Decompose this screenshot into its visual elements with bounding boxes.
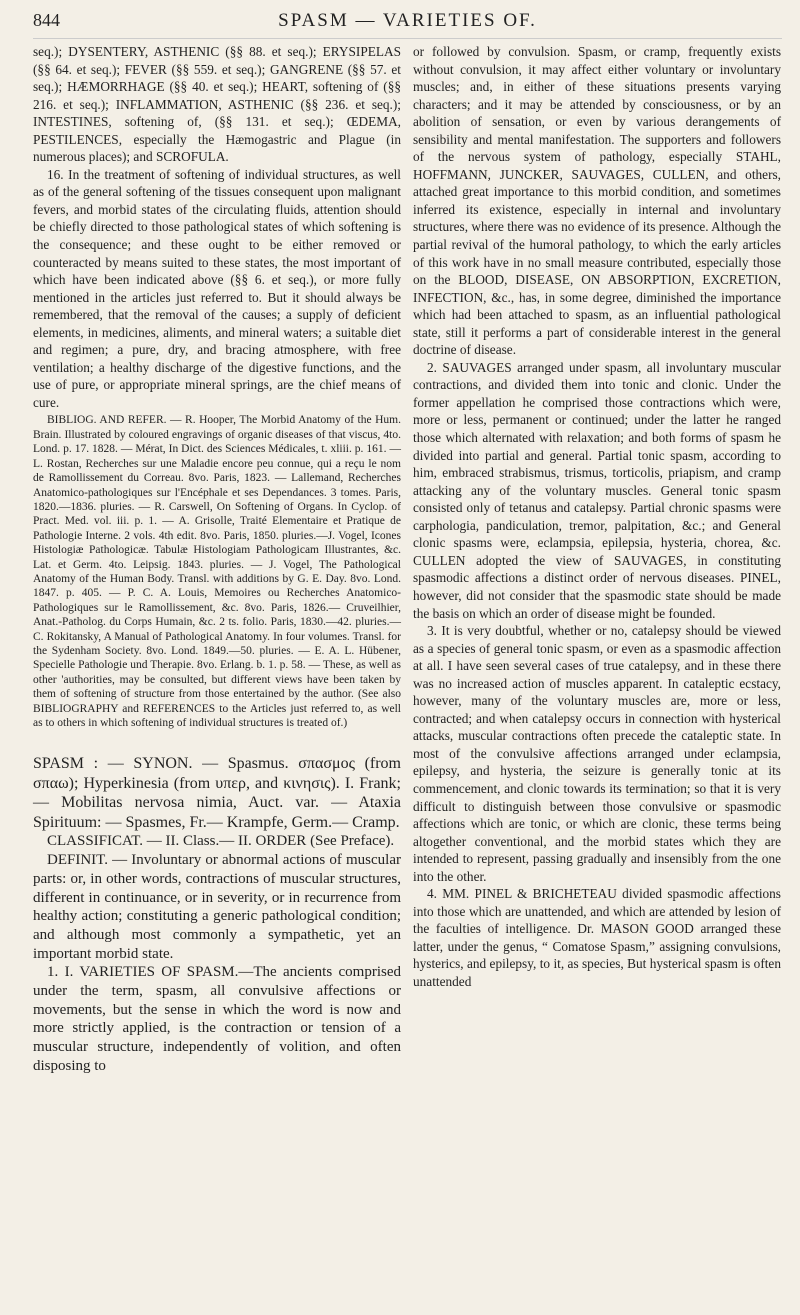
entry-heading-spasm: SPASM : — SYNON. — Spasmus. σπασμος (from σπαω); Hyperkinesia (from υπερ, and κινησις). I. Frank; — Mobilitas nervosa nimia, Auct. var. — Ataxia Spirituum: — Spasmes, Fr.— Krampfe, Germ.— Cramp. [33,755,401,831]
bibliography: BIBLIOG. AND REFER. — R. Hooper, The Morbid Anatomy of the Hum. Brain. Illustrated by coloured engravings of organic diseases of that viscus, 4to. Lond. p. 17. 1828. — Mérat, In Dict. des Sciences Médicales, t. xliii. p. 161. — L. Rostan, Recherches sur une Maladie encore peu connue, qui a reçu le nom de Ramollissement du Correau. 8vo. Paris, 1823. — Lallemand, Recherches Anatomico-pathologiques sur l'Encéphale et ses Dependances. 3 tomes. Paris, 1820.—1836. pluries. — R. Carswell, On Softening of Organs. In Cyclop. of Pract. Med. vol. iii. p. 1. — A. Grisolle, Traité Elementaire et Pratique de Pathologie Interne. 2 vols. 4th edit. 8vo. Paris, 1850. pluries.—J. Vogel, Icones Histologiæ Pathologicæ. Tabulæ Histologiam Pathologicam Illustrantes, &c. Lat. et Germ. 4to. Leipsig. 1843. pluries. — J. Vogel, The Pathological Anatomy of the Human Body. Transl. with additions by G. E. Day. 8vo. Lond. 1847. p. 405. — P. C. A. Louis, Memoires ou Recherches Anatomico-Pathologiques sur le Ramollissement, &c. 8vo. Paris, 1826.— Cruveilhier, Anat.-Patholog. du Corps Humain, &c. 2 ts. folio. Paris, 1830.—42. pluries.—C. Rokitansky, A Manual of Pathological Anatomy. In four volumes. Transl. for the Sydenham Society. 8vo. Lond. 1849.—50. pluries. — E. A. L. Hübener, Specielle Pathologie und Therapie. 8vo. Erlang. b. 1. p. 58. — These, as well as other 'authorities, may be consulted, but different views have been taken by them of softening of structure from those entertained by the author. (See also BIBLIOGRAPHY and REFERENCES to the Articles just referred to, as well as to others in which softening of individual structures is treated of.) [33,414,401,730]
paragraph: 16. In the treatment of softening of individual structures, as well as of the general softening of the tissues consequent upon malignant fevers, and morbid states of the circulating fluids, attention should be chiefly directed to those pathological states of which softening is the consequence; and these ought to be either removed or counteracted by means suited to these states, the most important of which have been indicated above (§§ 6. et seq.), or more fully mentioned in the articles just referred to. But it should always be remembered, that the removal of the causes; a supply of deficient elements, in medicines, aliments, and mineral waters; a suitable diet and regimen; a pure, dry, and bracing atmosphere, with free ventilation; a healthy discharge of the digestive functions, and the use of pure, or appropriate mineral springs, are the chief means of cure. [33,166,401,410]
text-columns [33,43,782,1076]
paragraph: 4. MM. PINEL & BRICHETEAU divided spasmodic affections into those which are unattended, and which are attended by lesion of the faculties of intelligence. Dr. MASON GOOD arranged these latter, under the genus, “ Comatose Spasm,” assigning convulsions, hysterics, and epilepsy, to it, as species, But hysterical spasm is often unattended [413,886,781,989]
paragraph: 2. SAUVAGES arranged under spasm, all involuntary muscular contractions, and divided them into tonic and clonic. Under the former appellation he comprised those contractions which were, more or less, permanent or continued; under the latter he ranged those which alternated with relaxation; and both forms of spasm he divided into partial and general. Partial tonic spasm, according to him, embraced strabismus, trismus, torticolis, priapism, and cramp attacking any of the voluntary muscles. General tonic spasm consisted only of tetanus and catalepsy. Partial chronic spasms were carphologia, pandiculation, tremor, palpitation, &c.; and General clonic spasms were, eclampsia, epilepsia, hysteria, chorea, &c. CULLEN adopted the view of SAUVAGES, in constituting spasmodic affections a distinct order of nervous diseases. PINEL, however, did not consider that the spasmodic state should be made the basis on which an order of disease might be founded. [413,359,781,621]
paragraph: seq.); DYSENTERY, ASTHENIC (§§ 88. et seq.); ERYSIPELAS (§§ 64. et seq.); FEVER (§§ 559. et seq.); GANGRENE (§§ 57. et seq.); HÆMORRHAGE (§§ 40. et seq.); HEART, softening of (§§ 216. et seq.); INFLAMMATION, ASTHENIC (§§ 236. et seq.); INTESTINES, softening of, (§§ 131. et seq.); ŒDEMA, PESTILENCES, especially the Hæmogastric and Plague (in numerous places); and SCROFULA. [33,44,401,165]
right-column [413,43,781,1076]
definition: DEFINIT. — Involuntary or abnormal actions of muscular parts: or, in other words, contractions of muscular structures, different in continuance, or in severity, or in recurrence from healthy action; constituting a generic pathological condition; and although most commonly a sympathetic, yet an important morbid state. [33,852,401,962]
paragraph: 3. It is very doubtful, whether or no, catalepsy should be viewed as a species of general tonic spasm, or even as a spasmodic affection at all. I have seen several cases of true catalepsy, and in these there was no increased action of muscles apparent. In cataleptic ecstacy, however, many of the voluntary muscles are, more or less, contracted; and when catalepsy occurs in connection with hysterical attacks, muscular contractions often precede the cataleptic state. In most of the convulsive affections arranged under eclampsia, epilepsy, and hysteria, the seizure is generally tonic at its commencement, and clonic towards its termination; so that it is very difficult to distinguish between those convulsive or spasmodic affections which are tonic, or which are clonic, these terms being altogether conventional, and the morbid states which they are intended to represent, passing gradually and insensibly from the one into the other. [413,623,781,884]
page-number: 844 [33,10,60,30]
running-header [33,10,782,39]
paragraph: 1. I. VARIETIES OF SPASM.—The ancients comprised under the term, spasm, all convulsive affections or movements, but the sense in which the word is now and more strictly applied, is the contraction or tension of a muscular structure, independently of volition, and often disposing to [33,964,401,1074]
left-column [33,43,401,1076]
running-title: SPASM — VARIETIES OF. [278,10,537,31]
paragraph: or followed by convulsion. Spasm, or cramp, frequently exists without convulsion, it may affect either voluntary or involuntary muscles; and, in either of these situations presents varying characters; and it may be attended by consciousness, or by an abolition of sensation, or even by various derangements of sensibility and mental manifestation. The supporters and followers of the nervous system of pathology, especially STAHL, HOFFMANN, JUNCKER, SAUVAGES, CULLEN, and others, attached great importance to this morbid condition, and sometimes inferred its existence, especially in internal and involuntary structures, where there was no evidence of its presence. Although the partial revival of the humoral pathology, to which the early articles of this work have in no small measure contributed, especially those on the BLOOD, DISEASE, ON ABSORPTION, EXCRETION, INFECTION, &c., has, in some degree, diminished the importance which had been attached to spasm, as an influential pathological state, still it performs a part of considerable interest in the general doctrine of disease. [413,44,781,358]
classification: CLASSIFICAT. — II. Class.— II. ORDER (See Preface). [47,833,395,850]
